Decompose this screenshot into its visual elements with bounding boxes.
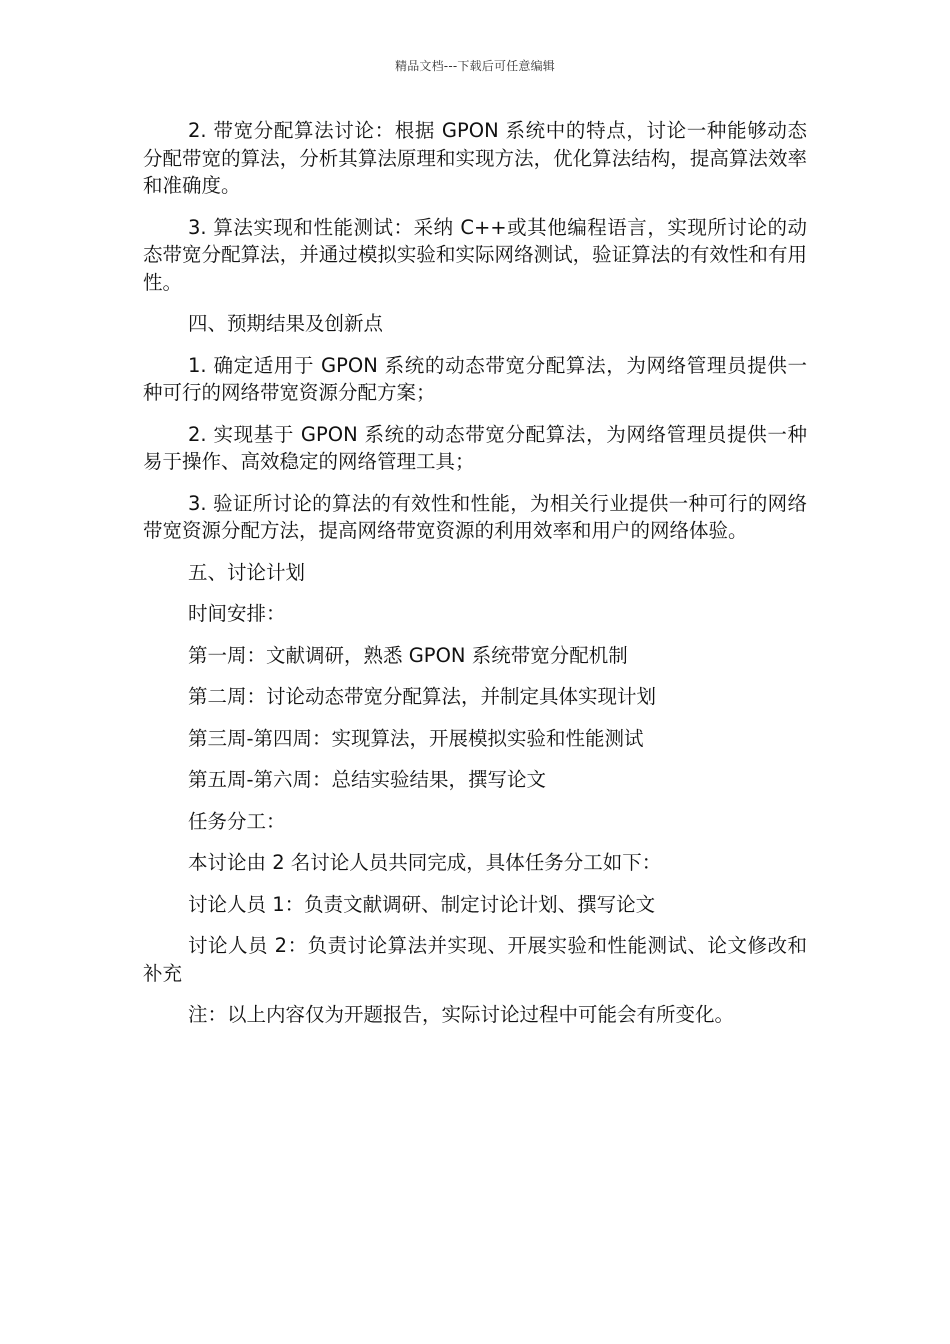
paragraph-result-3: 3. 验证所讨论的算法的有效性和性能，为相关行业提供一种可行的网络带宽资源分配方法，提高网络带宽资源的利用效率和用户的网络体验。 [143, 491, 807, 542]
member-1-tasks: 讨论人员 1：负责文献调研、制定讨论计划、撰写论文 [188, 892, 656, 916]
task-division-intro: 本讨论由 2 名讨论人员共同完成，具体任务分工如下： [188, 851, 662, 874]
schedule-week-1: 第一周：文献调研，熟悉 GPON 系统带宽分配机制 [188, 643, 628, 667]
document-body [143, 117, 807, 1043]
task-division-label: 任务分工： [188, 809, 286, 833]
schedule-week-5-6: 第五周-第六周：总结实验结果，撰写论文 [188, 768, 547, 791]
section-heading-plan: 五、讨论计划 [188, 560, 306, 584]
paragraph-algorithm-discussion: 2. 带宽分配算法讨论：根据 GPON 系统中的特点，讨论一种能够动态分配带宽的算法，分析其算法原理和实现方法，优化算法结构，提高算法效率和准确度。 [143, 119, 807, 197]
paragraph-result-1: 1. 确定适用于 GPON 系统的动态带宽分配算法，为网络管理员提供一种可行的网络带宽资源分配方案； [143, 353, 807, 404]
paragraph-result-2: 2. 实现基于 GPON 系统的动态带宽分配算法，为网络管理员提供一种易于操作、高效稳定的网络管理工具； [143, 422, 807, 473]
section-heading-expected-results: 四、预期结果及创新点 [188, 312, 384, 335]
page-header: 精品文档---下载后可任意编辑 [395, 59, 555, 73]
paragraph-implementation-testing: 3. 算法实现和性能测试：采纳 C++或其他编程语言，实现所讨论的动态带宽分配算法，并通过模拟实验和实际网络测试，验证算法的有效性和有用性。 [143, 215, 807, 294]
schedule-week-3-4: 第三周-第四周：实现算法，开展模拟实验和性能测试 [188, 726, 644, 750]
member-2-tasks: 讨论人员 2：负责讨论算法并实现、开展实验和性能测试、论文修改和补充 [143, 934, 807, 985]
schedule-label: 时间安排： [188, 602, 286, 625]
note: 注：以上内容仅为开题报告，实际讨论过程中可能会有所变化。 [188, 1003, 735, 1026]
schedule-week-2: 第二周：讨论动态带宽分配算法，并制定具体实现计划 [188, 685, 657, 708]
